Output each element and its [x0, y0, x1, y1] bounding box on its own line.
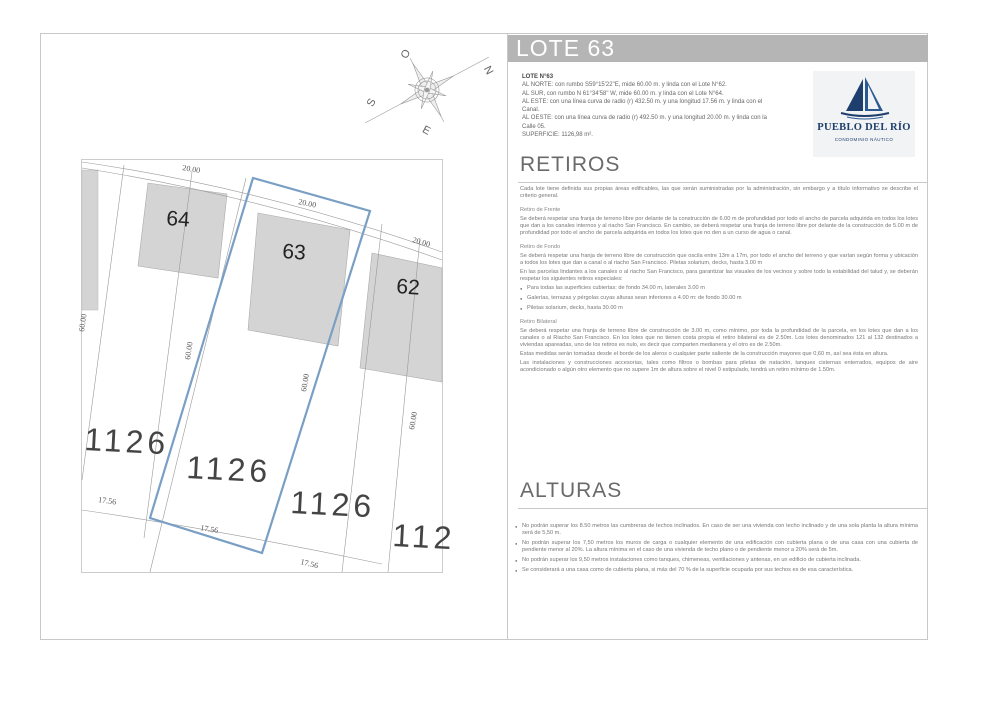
retiro-fondo-text-1: Se deberá respetar una franja de terreno libre de construcción que oscila entre 13m a 17m, por todo el ancho del terreno y que varían según forma y ubicación a todos los lotes que dan a canal o al riacho San Francisco. Piletas solarium, decks, hasta 3.00 m	[520, 253, 918, 266]
dim-front-63: 20.00	[297, 197, 318, 210]
area-label-right: 1126	[289, 484, 377, 525]
compass-rose-icon	[355, 40, 505, 140]
lot-number-63: 63	[281, 240, 307, 265]
lot-info-north: AL NORTE: con rumbo S59°15'22"E, mide 60.00 m. y linda con el Lote N°62.	[522, 82, 727, 89]
page-title: LOTE 63	[516, 35, 616, 61]
retiros-intro: Cada lote tiene definida sus propias áreas edificables, las que serán suministradas por la administración, sin embargo y a título informativo se describe el criterio general.	[520, 186, 918, 199]
retiro-frente-title: Retiro de Frente	[520, 207, 561, 213]
list-item: ● No podrán superar los 8.50 metros las cumbreras de techos inclinados. En caso de ser una vivienda con techo inclinado y de una sola planta la altura mínima será de 5,50 m.	[522, 523, 918, 537]
retiros-heading: RETIROS	[520, 153, 621, 176]
list-item: ● Para todas las superficies cubiertas: de fondo 34.00 m, laterales 3.00 m	[527, 285, 918, 292]
lot-info-east: AL ESTE: con una línea curva de radio (r) 432.50 m. y una longitud 17.56 m. y linda con el Canal.	[522, 98, 763, 114]
lot-info-heading: LOTE N°63	[522, 74, 554, 80]
retiro-bilateral-title: Retiro Bilateral	[520, 319, 557, 325]
list-item: ● Piletas solarium, decks, hasta 30.00 m	[527, 305, 918, 312]
retiro-bilateral-text-1: Se deberá respetar una franja de terreno libre de construcción de 3.00 m, como mínimo, por toda la profundidad de la parcela, en los lotes que dan a los canales o al Riacho San Francisco. En los lotes que no tienen costa propia el retiro bilateral es de 2.50m. Los lotes denominados 121 al 132 destinados a viviendas apareadas, uno de los retiros es nulo, es decir que comparten medianera y el otro es de 2.50m.	[520, 328, 918, 348]
dim-side-a: 60.00	[183, 341, 195, 361]
retiro-frente-text: Se deberá respetar una franja de terreno libre por delante de la construcción de 6.00 m de profundidad por todo el ancho de parcela adquirida en todos los lotes que dan a los canales internos y al riacho San Francisco. En cambio, se deberá respetar una franja de terreno libre por delante de la construcción de 5.00 m de profundidad por todo el ancho de parcela adquirida en todos los lotes que no den a un curso de agua o canal.	[520, 216, 918, 236]
retiro-fondo-list	[520, 285, 918, 312]
area-label-edge: 112	[391, 517, 457, 557]
retiro-fondo-text-2: En las parcelas lindantes a los canales o al riacho San Francisco, para garantizar las visuales de los vecinos y sobre todo la estabilidad del talud y, se deberán respetar los siguientes retiros especiales:	[520, 269, 918, 282]
alturas-header	[518, 479, 928, 509]
logo	[813, 71, 915, 157]
lot-number-64: 64	[165, 207, 191, 232]
list-item: ● No podrán superar los 7,50 metros los muros de carga o cualquier elemento de una edificación con cubierta plana o de una casa con una cubierta de pendiente menor al 20%. La altura mínima en el caso de una vivienda de techo plano o de pendiente menor a 20% será de 5m.	[522, 540, 918, 554]
dim-side-left: 60.00	[77, 313, 89, 333]
lot-info-west: AL OESTE: con una línea curva de radio (r) 492.50 m. y una longitud 20.00 m. y linda con la Calle 05.	[522, 115, 767, 130]
list-item: ● Se considerará a una casa como de cubierta plana, si más del 70 % de la superficie ocupada por sus techos es de esa característica.	[522, 567, 918, 574]
lot-plan-map	[77, 159, 457, 573]
compass-north: N	[480, 64, 496, 77]
compass-west: O	[398, 47, 414, 61]
dim-front-right: 20.00	[411, 235, 432, 249]
area-label-left: 1126	[83, 421, 171, 462]
retiro-bilateral-text-3: Las instalaciones y construcciones accesorias, tales como filtros o bombas para piletas de natación, tanques cisternas enterrados, equipos de aire acondicionado o algún otro elemento que no supere 1m de altura sobre el nivel 0 estipulado, tendrá un retiro mínimo de 1.50m.	[520, 360, 918, 373]
building-62	[360, 253, 442, 382]
lot-number-62: 62	[395, 275, 421, 300]
compass-south: S	[364, 96, 379, 109]
retiros-body	[520, 186, 918, 381]
alturas-list	[514, 523, 918, 574]
lot-info	[522, 73, 772, 139]
alturas-body	[514, 523, 918, 577]
retiros-header	[518, 153, 928, 183]
area-label-63: 1126	[185, 449, 273, 490]
dim-back-left: 17.56	[97, 495, 117, 507]
dim-side-c: 60.00	[407, 411, 420, 431]
sailboat-icon	[813, 73, 915, 123]
logo-name: PUEBLO DEL RÍO	[817, 122, 911, 133]
logo-subtitle: CONDOMINIO NÁUTICO	[834, 137, 894, 142]
lot-info-area: SUPERFICIE: 1126,98 m².	[522, 132, 593, 139]
dim-side-b: 60.00	[299, 373, 312, 393]
compass-east: E	[420, 123, 433, 138]
retiro-fondo-title: Retiro de Fondo	[520, 244, 561, 250]
dim-back-63: 17.56	[199, 523, 219, 536]
lot-info-south: AL SUR, con rumbo N 61°34'58" W, mide 60.00 m. y linda con el Lote N°64.	[522, 90, 724, 97]
list-item: ● No podrán superar los 9,50 metros instalaciones como tanques, chimeneas, ventilaciones y antenas, en un edificio de cubierta inclinada.	[522, 557, 918, 564]
title-bar	[508, 35, 928, 62]
list-item: ● Galerías, terrazas y pérgolas cuyas alturas sean inferiores a 4.00 m: de fondo 30.00 m	[527, 295, 918, 302]
dim-back-right: 17.56	[299, 557, 320, 571]
retiro-bilateral-text-2: Estas medidas serán tomadas desde el borde de los aleros o cualquier parte saliente de la construcción mayores que 0,60 m, así sea ésta en altura.	[520, 351, 889, 357]
alturas-heading: ALTURAS	[520, 479, 623, 502]
page-divider	[507, 33, 508, 640]
dim-front-top: 20.00	[181, 163, 201, 176]
